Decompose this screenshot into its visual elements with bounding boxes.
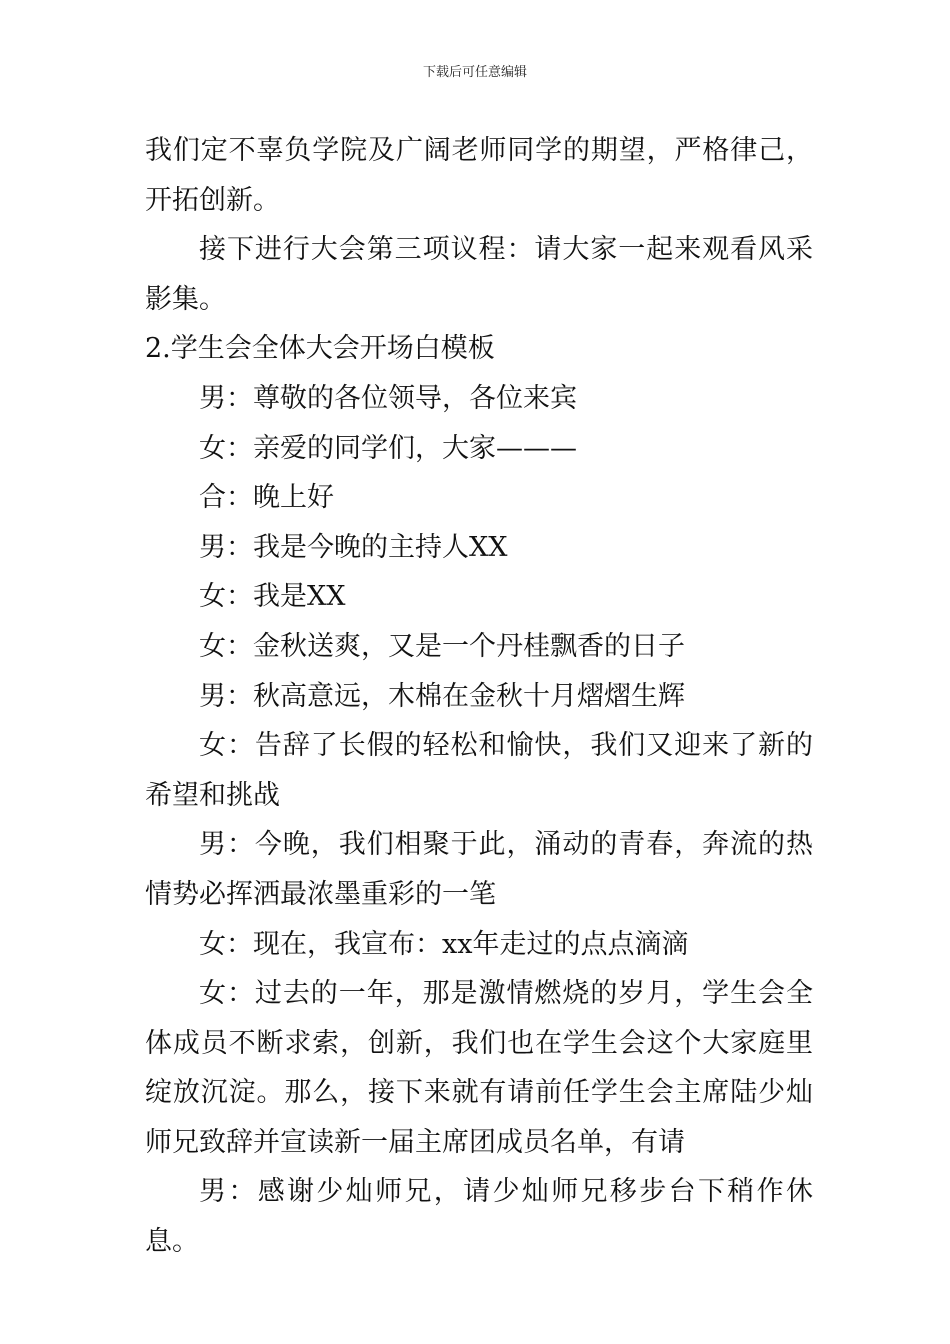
dialogue-line: 男：我是今晚的主持人XX [199,531,508,563]
paragraph-1: 我们定不辜负学院及广阔老师同学的期望，严格律己，开拓创新。 [145,135,813,216]
paragraph-2: 接下进行大会第三项议程：请大家一起来观看风采影集。 [145,234,813,315]
dialogue-line: 男：秋高意远，木棉在金秋十月熠熠生辉 [199,680,685,712]
dialogue-line: 合：晚上好 [199,482,334,514]
dialogue-line: 女：过去的一年，那是激情燃烧的岁月，学生会全体成员不断求索，创新，我们也在学生会这个大家庭里绽放沉淀。那么，接下来就有请前任学生会主席陆少灿师兄致辞并宣读新一届主席团成员名单，有请 [145,978,813,1158]
page-header-note: 下载后可任意编辑 [422,65,527,80]
dialogue-line: 女：告辞了长假的轻松和愉快，我们又迎来了新的希望和挑战 [145,730,813,811]
dialogue-line: 男：感谢少灿师兄，请少灿师兄移步台下稍作休息。 [145,1176,813,1258]
dialogue-line: 男：今晚，我们相聚于此，涌动的青春，奔流的热情势必挥洒最浓墨重彩的一笔 [145,829,813,910]
section-heading: 2.学生会全体大会开场白模板 [145,333,495,365]
dialogue-line: 女：金秋送爽，又是一个丹桂飘香的日子 [199,630,685,662]
dialogue-line: 男：尊敬的各位领导，各位来宾 [199,382,577,414]
dialogue-line: 女：现在，我宣布：xx年走过的点点滴滴 [199,928,689,960]
dialogue-line: 女：亲爱的同学们，大家——— [199,432,577,464]
document-body [145,126,813,1267]
dialogue-line: 女：我是XX [199,581,346,613]
